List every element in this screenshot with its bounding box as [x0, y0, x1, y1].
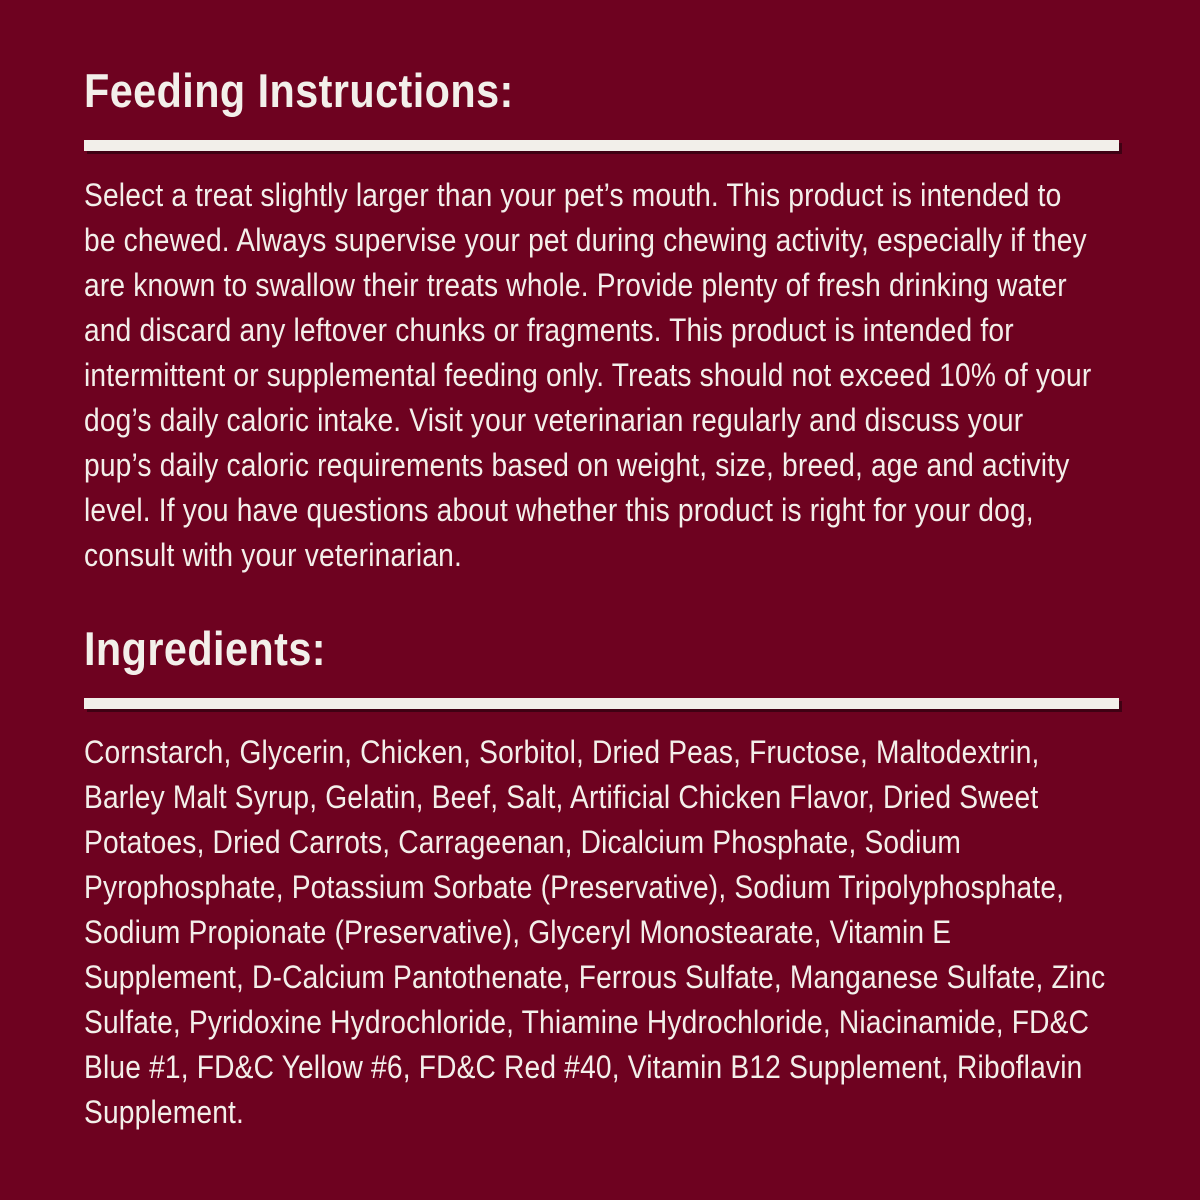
text-line: and discard any leftover chunks or fragments. This product is intended for	[84, 312, 1014, 348]
ingredients-section-divider	[84, 698, 1119, 709]
feeding-instructions-text	[84, 173, 1091, 578]
text-line: level. If you have questions about whether this product is right for your dog,	[84, 492, 1034, 528]
text-line: Sulfate, Pyridoxine Hydrochloride, Thiamine Hydrochloride, Niacinamide, FD&C	[84, 1004, 1090, 1040]
text-line: pup’s daily caloric requirements based on weight, size, breed, age and activity	[84, 447, 1070, 483]
text-line: Blue #1, FD&C Yellow #6, FD&C Red #40, Vitamin B12 Supplement, Riboflavin	[84, 1049, 1083, 1085]
text-line: Select a treat slightly larger than your pet’s mouth. This product is intended to	[84, 177, 1062, 213]
text-line: be chewed. Always supervise your pet during chewing activity, especially if they	[84, 222, 1087, 258]
feeding-section-divider	[84, 140, 1119, 151]
ingredients-list-text	[84, 730, 1105, 1135]
text-line: Sodium Propionate (Preservative), Glyceryl Monostearate, Vitamin E	[84, 914, 952, 950]
text-line: intermittent or supplemental feeding only. Treats should not exceed 10% of your	[84, 357, 1092, 393]
text-line: consult with your veterinarian.	[84, 537, 462, 573]
text-line: Potatoes, Dried Carrots, Carrageenan, Dicalcium Phosphate, Sodium	[84, 824, 962, 860]
text-line: Supplement, D-Calcium Pantothenate, Ferrous Sulfate, Manganese Sulfate, Zinc	[84, 959, 1106, 995]
text-line: Cornstarch, Glycerin, Chicken, Sorbitol, Dried Peas, Fructose, Maltodextrin,	[84, 734, 1040, 770]
text-line: dog’s daily caloric intake. Visit your veterinarian regularly and discuss your	[84, 402, 1024, 438]
feeding-instructions-heading: Feeding Instructions:	[84, 64, 514, 117]
text-line: are known to swallow their treats whole. Provide plenty of fresh drinking water	[84, 267, 1067, 303]
text-line: Supplement.	[84, 1094, 245, 1130]
text-line: Pyrophosphate, Potassium Sorbate (Preservative), Sodium Tripolyphosphate,	[84, 869, 1065, 905]
text-line: Barley Malt Syrup, Gelatin, Beef, Salt, Artificial Chicken Flavor, Dried Sweet	[84, 779, 1039, 815]
ingredients-heading: Ingredients:	[84, 622, 326, 675]
